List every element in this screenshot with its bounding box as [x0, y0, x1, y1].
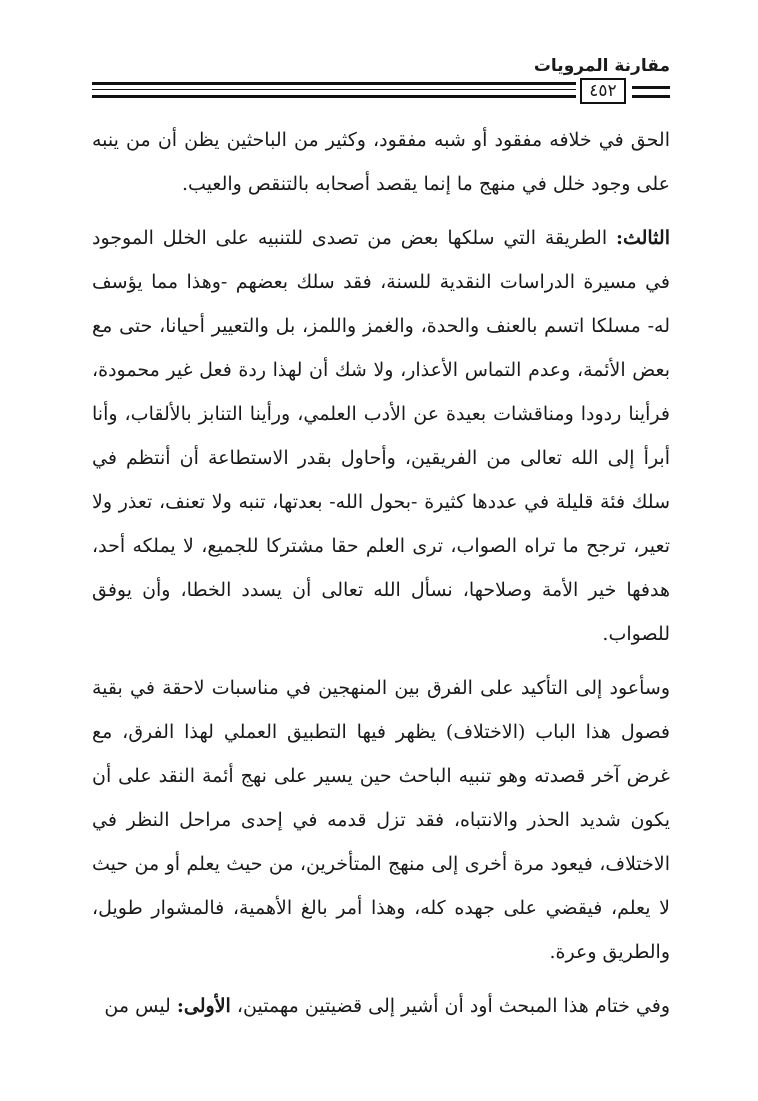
page-header: [0, 0, 758, 110]
paragraph-3: [92, 666, 670, 974]
header-rule-left-thin: [92, 89, 576, 90]
header-rule-right-thick: [632, 86, 670, 89]
running-title: مقارنة المرويات: [533, 56, 670, 76]
header-rule-left-thick: [92, 82, 576, 85]
paragraph-4-text-before: وفي ختام هذا المبحث أود أن أشير إلى قضيتين مهمتين،: [230, 995, 670, 1017]
body-text: [92, 118, 670, 1028]
header-rule-right-thick-lower: [632, 95, 670, 98]
page-number: ٤٥٢: [580, 78, 626, 104]
paragraph-4-text-after: ليس من: [104, 995, 177, 1017]
paragraph-4: [92, 984, 670, 1028]
paragraph-4-bold: الأولى:: [176, 995, 231, 1017]
paragraph-2: [92, 216, 670, 656]
paragraph-3-text: وسأعود إلى التأكيد على الفرق بين المنهجين في مناسبات لاحقة في بقية فصول هذا الباب (الاختلاف) يظهر فيها التطبيق العملي لهذا الفرق، مع غرض آخر قصدته وهو تنبيه الباحث حين يسير على نهج أئمة النقد على أن يكون شديد الحذر والانتباه، فقد تزل قدمه في إحدى مراحل النظر في الاختلاف، فيعود مرة أخرى إلى منهج المتأخرين، من حيث يعلم أو من حيث لا يعلم، فيقضي على جهده كله، وهذا أمر بالغ الأهمية، فالمشوار طويل، والطريق وعرة.: [92, 677, 670, 963]
paragraph-1-text: الحق في خلافه مفقود أو شبه مفقود، وكثير من الباحثين يظن أن من ينبه على وجود خلل في منهج ما إنما يقصد أصحابه بالتنقص والعيب.: [92, 129, 670, 195]
paragraph-1: [92, 118, 670, 206]
header-rule-left-thick-lower: [92, 95, 576, 98]
paragraph-2-text: الطريقة التي سلكها بعض من تصدى للتنبيه على الخلل الموجود في مسيرة الدراسات النقدية للسنة، فقد سلك بعضهم -وهذا مما يؤسف له- مسلكا اتسم بالعنف والحدة، والغمز واللمز، بل والتعيير أحيانا، حتى مع بعض الأئمة، وعدم التماس الأعذار، ولا شك أن لهذا ردة فعل غير محمودة، فرأينا ردودا ومناقشات بعيدة عن الأدب العلمي، ورأينا التنابز بالألقاب، وأنا أبرأ إلى الله تعالى من الفريقين، وأحاول بقدر الاستطاعة أن أنتظم في سلك فئة قليلة في عددها كثيرة -بحول الله- بعدتها، تنبه ولا تعنف، تعذر ولا تعير، ترجح ما تراه الصواب، ترى العلم حقا مشتركا للجميع، لا يملكه أحد، هدفها خير الأمة وصلاحها، نسأل الله تعالى أن يسدد الخطا، وأن يوفق للصواب.: [92, 227, 670, 645]
paragraph-2-lead: الثالث:: [615, 227, 670, 249]
